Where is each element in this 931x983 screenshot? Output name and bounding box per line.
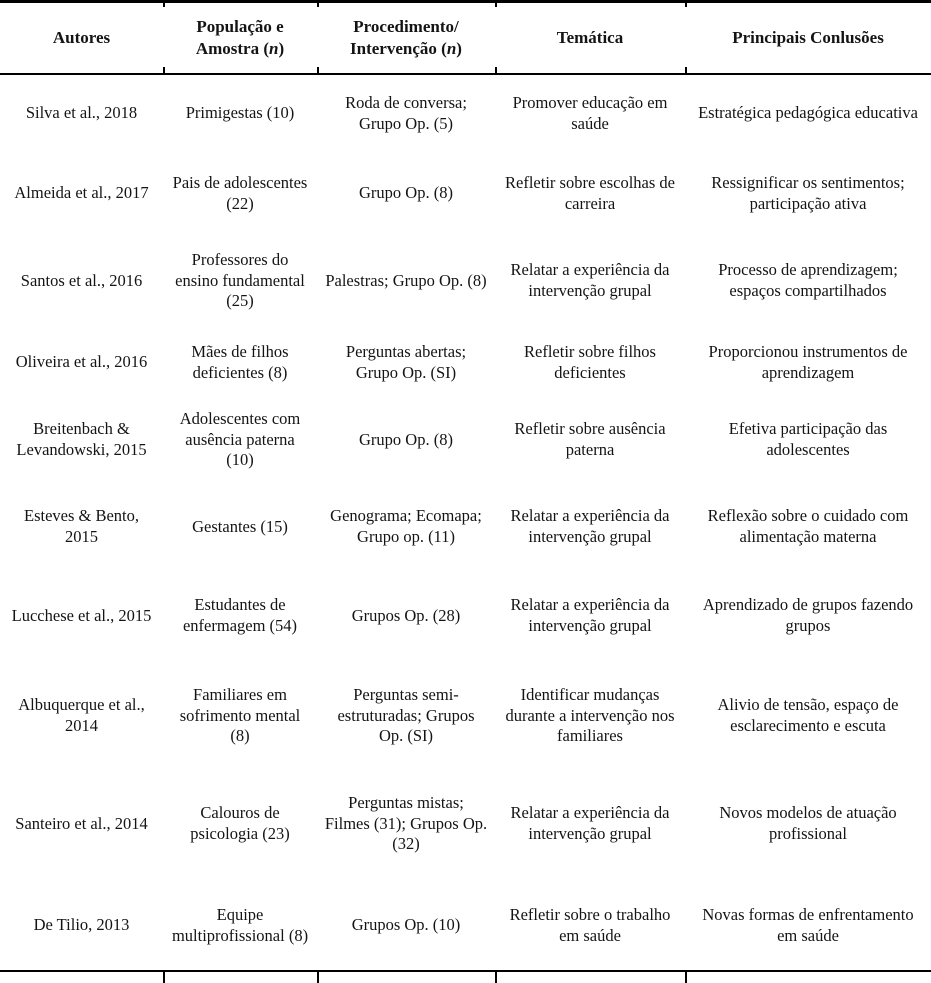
column-separator-tick bbox=[317, 972, 319, 983]
table-row bbox=[0, 152, 931, 235]
table-cell-tematica: Refletir sobre o trabalho em saúde bbox=[509, 904, 671, 945]
table-cell-principais-conclusoes: Estratégica pedagógica educativa bbox=[698, 103, 918, 123]
header-label-segment: Autores bbox=[52, 27, 111, 47]
header-label-segment: Intervenção ( bbox=[350, 39, 447, 58]
column-separator-tick bbox=[685, 972, 687, 983]
table-cell-autores: Almeida et al., 2017 bbox=[14, 183, 149, 203]
table-cell-tematica: Refletir sobre ausência paterna bbox=[514, 419, 666, 459]
column-separator-tick bbox=[685, 67, 687, 75]
table-cell-autores: Santos et al., 2016 bbox=[20, 270, 143, 290]
table-cell-tematica: Relatar a experiência da intervenção grupal bbox=[510, 803, 670, 843]
table-cell-principais-conclusoes: Processo de aprendizagem; espaços compartilhados bbox=[718, 260, 898, 300]
table-cell-autores: Breitenbach & Levandowski, 2015 bbox=[16, 419, 147, 459]
table-cell-populacao-amostra: Gestantes (15) bbox=[192, 516, 288, 536]
table-cell-autores: De Tilio, 2013 bbox=[33, 915, 130, 935]
table-cell-tematica: Promover educação em saúde bbox=[512, 92, 668, 133]
table-cell-principais-conclusoes: Efetiva participação das adolescentes bbox=[728, 419, 888, 459]
header-label-segment: ) bbox=[278, 39, 285, 58]
table-cell-tematica: Relatar a experiência da intervenção grupal bbox=[510, 260, 670, 300]
table-cell-populacao-amostra: Pais de adolescentes (22) bbox=[172, 172, 308, 213]
table-cell-populacao-amostra: Familiares em sofrimento mental (8) bbox=[179, 684, 301, 746]
header-label-segment: n bbox=[446, 39, 457, 58]
table-cell-autores: Santeiro et al., 2014 bbox=[15, 813, 148, 833]
column-separator-tick bbox=[495, 972, 497, 983]
table-cell-populacao-amostra: Primigestas (10) bbox=[185, 103, 295, 123]
table-cell-principais-conclusoes: Ressignificar os sentimentos; participação ativa bbox=[711, 172, 905, 213]
table-row bbox=[0, 772, 931, 876]
column-header-procedimento-intervencao bbox=[317, 3, 495, 74]
table-cell-populacao-amostra: Equipe multiprofissional (8) bbox=[171, 904, 309, 945]
table-cell-autores: Esteves & Bento, 2015 bbox=[23, 506, 140, 546]
header-label-segment: ) bbox=[456, 39, 462, 58]
column-separator-tick bbox=[317, 3, 319, 7]
table-cell-principais-conclusoes: Reflexão sobre o cuidado com alimentação materna bbox=[707, 506, 909, 546]
table-cell-procedimento-intervencao: Grupo Op. (8) bbox=[359, 183, 453, 203]
table-cell-populacao-amostra: Mães de filhos deficientes (8) bbox=[191, 341, 289, 382]
table-cell-populacao-amostra: Professores do ensino fundamental (25) bbox=[175, 249, 305, 311]
table-cell-tematica: Relatar a experiência da intervenção grupal bbox=[510, 595, 670, 635]
table-bottom-rule bbox=[0, 970, 931, 972]
column-separator-tick bbox=[163, 972, 165, 983]
table-row bbox=[0, 327, 931, 398]
column-header-principais-conclusoes bbox=[685, 3, 931, 74]
table-header bbox=[0, 3, 931, 74]
table-cell-populacao-amostra: Calouros de psicologia (23) bbox=[190, 803, 290, 843]
table-cell-autores: Albuquerque et al., 2014 bbox=[18, 695, 145, 735]
table-cell-principais-conclusoes: Novas formas de enfrentamento em saúde bbox=[702, 904, 914, 945]
table-cell-populacao-amostra: Estudantes de enfermagem (54) bbox=[182, 595, 298, 635]
table-cell-procedimento-intervencao: Grupos Op. (28) bbox=[351, 605, 461, 625]
column-separator-tick bbox=[495, 67, 497, 75]
table-cell-principais-conclusoes: Aprendizado de grupos fazendo grupos bbox=[702, 595, 914, 635]
header-label-segment: Amostra ( bbox=[195, 39, 270, 58]
column-separator-tick bbox=[317, 67, 319, 75]
table-row bbox=[0, 482, 931, 572]
table-cell-autores: Lucchese et al., 2015 bbox=[11, 605, 152, 625]
column-separator-tick bbox=[163, 3, 165, 7]
table-cell-procedimento-intervencao: Palestras; Grupo Op. (8) bbox=[325, 270, 487, 290]
column-header-tematica bbox=[495, 3, 685, 74]
table-cell-principais-conclusoes: Proporcionou instrumentos de aprendizagem bbox=[708, 341, 908, 382]
header-label-segment: Temática bbox=[556, 27, 624, 47]
table-row bbox=[0, 572, 931, 660]
table-cell-principais-conclusoes: Alivio de tensão, espaço de esclarecimento e escuta bbox=[717, 695, 899, 735]
table-row bbox=[0, 876, 931, 975]
table-cell-procedimento-intervencao: Genograma; Ecomapa; Grupo op. (11) bbox=[330, 506, 482, 546]
table-cell-tematica: Refletir sobre escolhas de carreira bbox=[505, 172, 675, 213]
table-cell-principais-conclusoes: Novos modelos de atuação profissional bbox=[719, 803, 897, 843]
header-label-segment: n bbox=[269, 39, 279, 58]
header-label-segment: Principais Conlusões bbox=[732, 27, 884, 47]
table-cell-procedimento-intervencao: Perguntas semi-estruturadas; Grupos Op. (SI) bbox=[337, 684, 475, 746]
table-cell-procedimento-intervencao: Roda de conversa; Grupo Op. (5) bbox=[345, 92, 467, 133]
header-label-segment: Procedimento/ bbox=[353, 16, 459, 36]
table-cell-procedimento-intervencao: Grupos Op. (10) bbox=[351, 915, 461, 935]
column-separator-tick bbox=[163, 67, 165, 75]
header-row bbox=[0, 3, 931, 74]
table-cell-autores: Silva et al., 2018 bbox=[25, 103, 138, 123]
table-cell-autores: Oliveira et al., 2016 bbox=[15, 352, 148, 372]
column-header-populacao-amostra bbox=[163, 3, 317, 74]
table-row bbox=[0, 660, 931, 772]
table-cell-procedimento-intervencao: Grupo Op. (8) bbox=[359, 429, 453, 449]
review-table bbox=[0, 3, 931, 975]
table-row bbox=[0, 235, 931, 327]
table-cell-tematica: Identificar mudanças durante a intervenção nos familiares bbox=[505, 684, 675, 746]
header-label-segment: População e bbox=[196, 16, 284, 36]
table-cell-procedimento-intervencao: Perguntas mistas; Filmes (31); Grupos Op. (32) bbox=[324, 792, 488, 854]
column-header-autores bbox=[0, 3, 163, 74]
table-cell-tematica: Relatar a experiência da intervenção grupal bbox=[510, 506, 670, 546]
table-row bbox=[0, 398, 931, 482]
table-row bbox=[0, 74, 931, 152]
table-cell-populacao-amostra: Adolescentes com ausência paterna (10) bbox=[179, 408, 301, 470]
column-separator-tick bbox=[685, 3, 687, 7]
table-cell-procedimento-intervencao: Perguntas abertas; Grupo Op. (SI) bbox=[345, 341, 467, 382]
table-body bbox=[0, 74, 931, 975]
column-separator-tick bbox=[495, 3, 497, 7]
table-cell-tematica: Refletir sobre filhos deficientes bbox=[524, 341, 656, 382]
